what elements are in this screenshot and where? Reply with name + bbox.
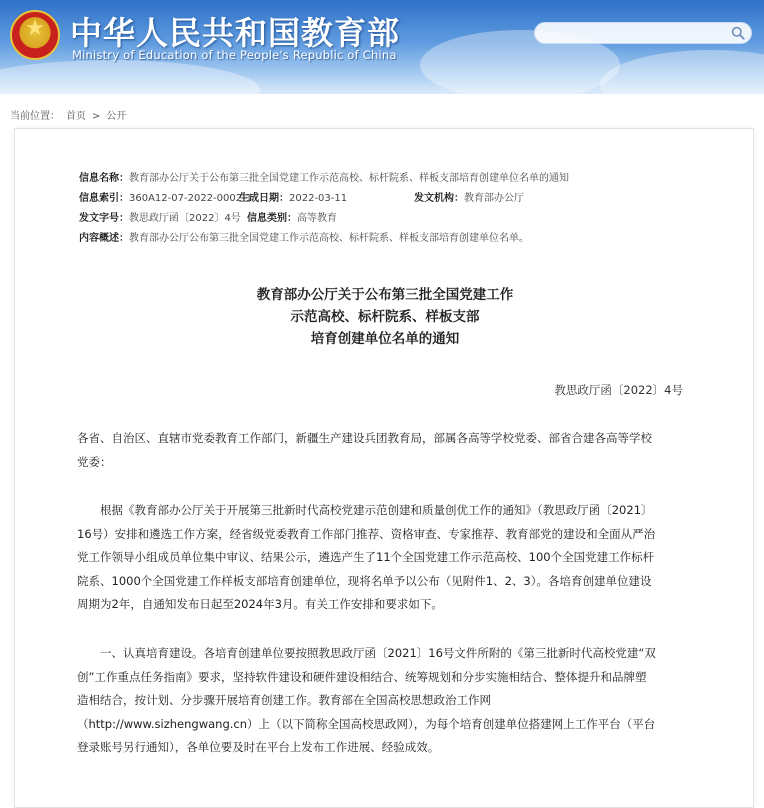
- national-emblem-icon[interactable]: [10, 10, 60, 60]
- paragraph-line: 党工作领导小组成员单位集中审议、结果公示，遴选产生了11个全国党建工作示范高校、100个全国党建工作标杆: [77, 550, 655, 564]
- meta-row-index: [79, 189, 569, 209]
- paragraph-line: 院系、1000个全国党建工作样板支部培育创建单位，现将名单予以公布（见附件1、2、3）。各培育创建单位建设: [77, 573, 652, 588]
- meta-label: 信息名称：: [79, 173, 129, 184]
- meta-label: 信息索引：: [79, 193, 129, 204]
- paragraph-line: 16号）安排和遴选工作方案，经省级党委教育工作部门推荐、资格审查、专家推荐、教育部党的建设和全面从严治: [77, 526, 656, 541]
- meta-value-category: 高等教育: [297, 213, 337, 224]
- breadcrumb-item-public[interactable]: 公开: [106, 111, 127, 122]
- breadcrumb-separator: >: [92, 111, 101, 122]
- meta-label: 信息类别：: [247, 213, 297, 224]
- search-input[interactable]: [545, 25, 729, 43]
- document-number: 教思政厅函〔2022〕4号: [554, 383, 683, 397]
- site-title[interactable]: 中华人民共和国教育部: [70, 14, 401, 52]
- body-paragraph-1: [77, 499, 693, 617]
- search-box: [534, 22, 752, 44]
- website-link-line[interactable]: （http://www.sizhengwang.cn）上（以下简称全国高校思政网），为每个培育创建单位搭建网上工作平台（平台: [77, 716, 656, 731]
- addressee-paragraph: [77, 427, 693, 474]
- content-panel: [14, 128, 754, 808]
- meta-value-info-name: 教育部办公厅关于公布第三批全国党建工作示范高校、标杆院系、样板支部培育创建单位名单的通知: [129, 173, 569, 184]
- meta-value-date: 2022-03-11: [289, 193, 348, 204]
- breadcrumb: [10, 107, 132, 122]
- meta-value-summary: 教育部办公厅公布第三批全国党建工作示范高校、标杆院系、样板支部培育创建单位名单。: [129, 233, 529, 244]
- meta-label: 发文机构：: [414, 193, 464, 204]
- breadcrumb-prefix: 当前位置：: [10, 111, 60, 122]
- paragraph-line: 一、认真培育建设。各培育创建单位要按照教思政厅函〔2021〕16号文件所附的《第三批新时代高校党建“双: [77, 646, 656, 660]
- site-header: [0, 0, 764, 94]
- paragraph-line: 创”工作重点任务指南》要求，坚持软件建设和硬件建设相结合、统筹规划和分步实施相结合、整体提升和品牌塑: [77, 669, 647, 684]
- info-meta-table: [79, 169, 569, 249]
- breadcrumb-item-home[interactable]: 首页: [66, 111, 86, 122]
- paragraph-line: 登录账号另行通知），各单位要及时在平台上发布工作进展、经验成效。: [77, 740, 440, 754]
- emblem-star-icon: ★: [25, 16, 45, 41]
- paragraph-line: 造相结合，按计划、分步骤开展培育创建工作。教育部在全国高校思想政治工作网: [77, 693, 491, 707]
- document-title: [15, 284, 755, 350]
- paragraph-line: 党委：: [77, 454, 112, 469]
- document-title-line: 示范高校、标杆院系、样板支部: [290, 309, 480, 325]
- meta-row-summary: [79, 229, 569, 249]
- meta-value-docno: 教思政厅函〔2022〕4号: [129, 213, 241, 224]
- meta-value-index: 360A12-07-2022-0002-1: [129, 193, 253, 204]
- paragraph-line: 根据《教育部办公厅关于开展第三批新时代高校党建示范创建和质量创优工作的通知》（教思政厅函〔2021〕: [77, 503, 653, 517]
- paragraph-line: 周期为2年，自通知发布日起至2024年3月。有关工作安排和要求如下。: [77, 597, 443, 611]
- header-cloud-decoration: [0, 60, 260, 94]
- meta-value-issuer: 教育部办公厅: [464, 193, 524, 204]
- search-icon[interactable]: [731, 26, 745, 40]
- body-paragraph-2: [77, 642, 693, 760]
- document-title-line: 培育创建单位名单的通知: [310, 331, 460, 347]
- meta-row-docno: [79, 209, 569, 229]
- paragraph-line: 各省、自治区、直辖市党委教育工作部门，新疆生产建设兵团教育局，部属各高等学校党委、部省合建各高等学校: [77, 431, 652, 445]
- meta-label: 生成日期：: [239, 193, 289, 204]
- site-subtitle: Ministry of Education of the People's Republic of China: [72, 48, 397, 62]
- document-title-line: 教育部办公厅关于公布第三批全国党建工作: [256, 287, 514, 303]
- header-cloud-decoration: [600, 50, 764, 94]
- meta-label: 内容概述：: [79, 233, 129, 244]
- meta-row-info-name: [79, 169, 569, 189]
- meta-label: 发文字号：: [79, 213, 129, 224]
